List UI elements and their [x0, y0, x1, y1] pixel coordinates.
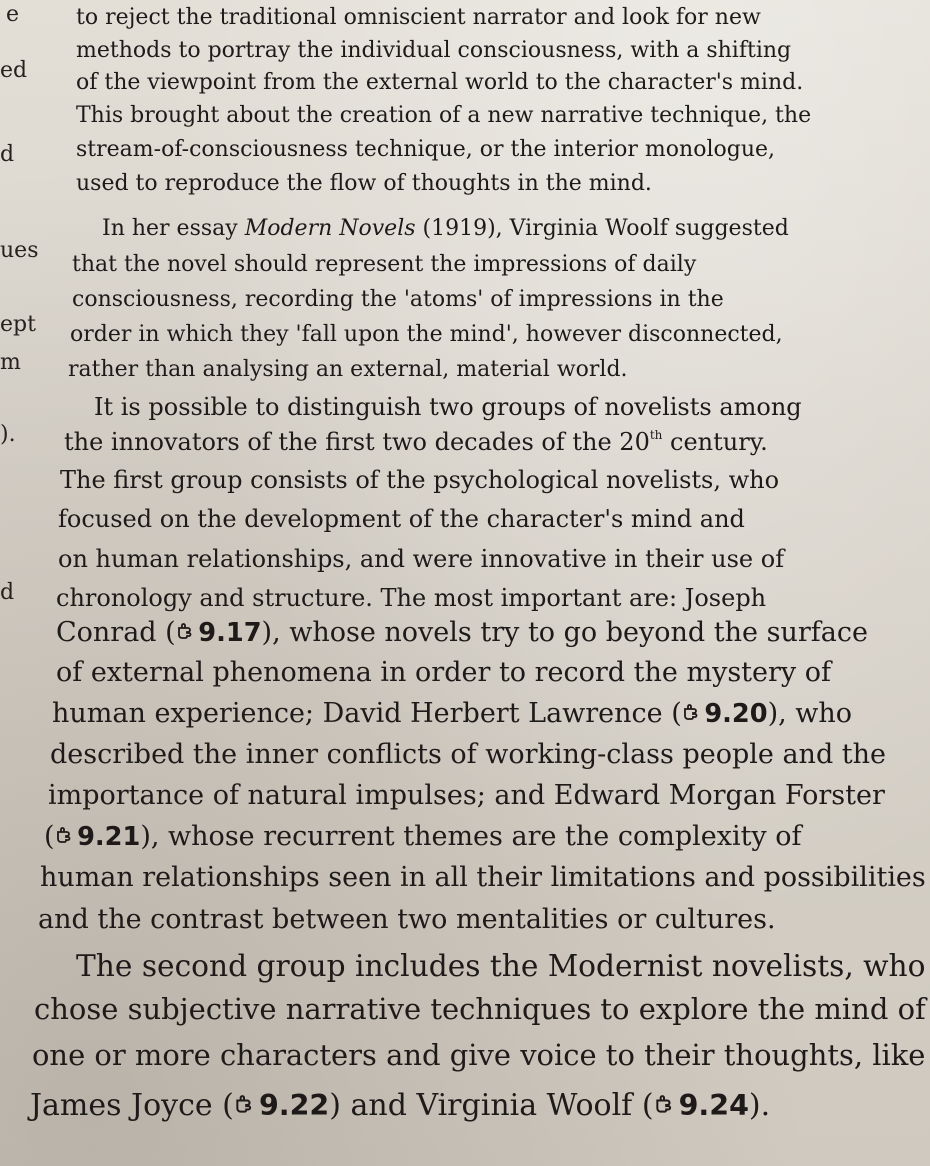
paragraph3-text: the innovators of the first two decades of the 20 [64, 428, 650, 456]
cross-reference-link[interactable] [176, 618, 262, 648]
paragraph3-line11: importance of natural impulses; and Edward Morgan Forster [48, 780, 885, 811]
paragraph3-line13: human relationships seen in all their limitations and possibilities [40, 862, 926, 893]
paragraph2-line2: that the novel should represent the impressions of daily [72, 252, 697, 277]
paragraph3-text: Conrad ( [56, 617, 176, 648]
essay-title: Modern Novels [244, 216, 416, 241]
margin-fragment: ). [0, 422, 16, 447]
paragraph3-line8: of external phenomena in order to record the mystery of [56, 657, 831, 688]
paragraph2-text: In her essay [102, 216, 245, 241]
margin-fragment: e [6, 2, 20, 27]
paragraph4-text: ) and Virginia Woolf ( [329, 1088, 654, 1123]
margin-fragment: ept [0, 312, 36, 337]
paragraph2-line3: consciousness, recording the 'atoms' of impressions in the [72, 287, 724, 312]
paragraph3-line14: and the contrast between two mentalities or cultures. [38, 904, 776, 935]
cross-reference-link[interactable] [654, 1089, 749, 1122]
paragraph4-line3: one or more characters and give voice to their thoughts, like [32, 1038, 926, 1072]
cross-reference-number: 9.24 [678, 1089, 749, 1122]
paragraph3-text: ), whose novels try to go beyond the surface [261, 617, 868, 648]
paragraph2-line4: order in which they 'fall upon the mind', however disconnected, [70, 322, 783, 347]
pointing-hand-icon [654, 1095, 676, 1117]
paragraph1-line1: to reject the traditional omniscient narrator and look for new [76, 5, 761, 30]
paragraph3-line3: The first group consists of the psychological novelists, who [60, 466, 780, 494]
ordinal-suffix: th [649, 428, 663, 443]
cross-reference-number: 9.17 [198, 618, 262, 648]
paragraph3-line4: focused on the development of the character's mind and [58, 505, 745, 533]
paragraph1-line6: used to reproduce the flow of thoughts in the mind. [76, 171, 652, 196]
paragraph1-line5: stream-of-consciousness technique, or the interior monologue, [76, 137, 775, 162]
margin-fragment: ues [0, 238, 39, 263]
cross-reference-link[interactable] [234, 1089, 329, 1122]
paragraph3-line6: chronology and structure. The most important are: Joseph [56, 584, 767, 612]
paragraph1-line2: methods to portray the individual consciousness, with a shifting [76, 38, 792, 63]
paragraph4-line2: chose subjective narrative techniques to explore the mind of [34, 992, 926, 1026]
paragraph3-text: ( [44, 821, 55, 852]
paragraph3-line9 [52, 698, 852, 729]
cross-reference-number: 9.21 [77, 822, 141, 852]
paragraph2-line1 [102, 216, 789, 241]
paragraph3-line10: described the inner conflicts of working-class people and the [50, 739, 887, 770]
cross-reference-link[interactable] [55, 822, 141, 852]
paragraph2-text: (1919), Virginia Woolf suggested [415, 216, 789, 241]
paragraph3-line1: It is possible to distinguish two groups of novelists among [94, 393, 802, 421]
cross-reference-number: 9.22 [258, 1089, 330, 1122]
paragraph4-line4 [30, 1088, 770, 1123]
cross-reference-number: 9.20 [704, 699, 768, 729]
margin-fragment: d [0, 580, 15, 605]
paragraph3-line7 [56, 617, 868, 648]
paragraph3-line2 [64, 428, 768, 456]
paragraph4-text: James Joyce ( [30, 1088, 234, 1123]
pointing-hand-icon [176, 623, 196, 643]
paragraph1-line3: of the viewpoint from the external world to the character's mind. [76, 70, 804, 95]
pointing-hand-icon [234, 1095, 256, 1117]
margin-fragment: ed [0, 58, 28, 83]
margin-fragment: d [0, 142, 15, 167]
paragraph3-text: ), who [767, 698, 853, 729]
paragraph3-text: century. [662, 428, 768, 456]
margin-fragment: m [0, 350, 21, 375]
paragraph1-line4: This brought about the creation of a new narrative technique, the [76, 103, 812, 128]
paragraph3-line5: on human relationships, and were innovative in their use of [58, 545, 785, 573]
paragraph2-line5: rather than analysing an external, material world. [68, 357, 628, 382]
paragraph4-text: ). [748, 1088, 771, 1123]
paragraph4-line1: The second group includes the Modernist novelists, who [76, 948, 926, 983]
paragraph3-line12 [44, 821, 802, 852]
paragraph3-text: ), whose recurrent themes are the complexity of [140, 821, 802, 852]
cross-reference-link[interactable] [682, 699, 768, 729]
pointing-hand-icon [55, 827, 75, 847]
paragraph3-text: human experience; David Herbert Lawrence ( [52, 698, 682, 729]
pointing-hand-icon [682, 704, 702, 724]
